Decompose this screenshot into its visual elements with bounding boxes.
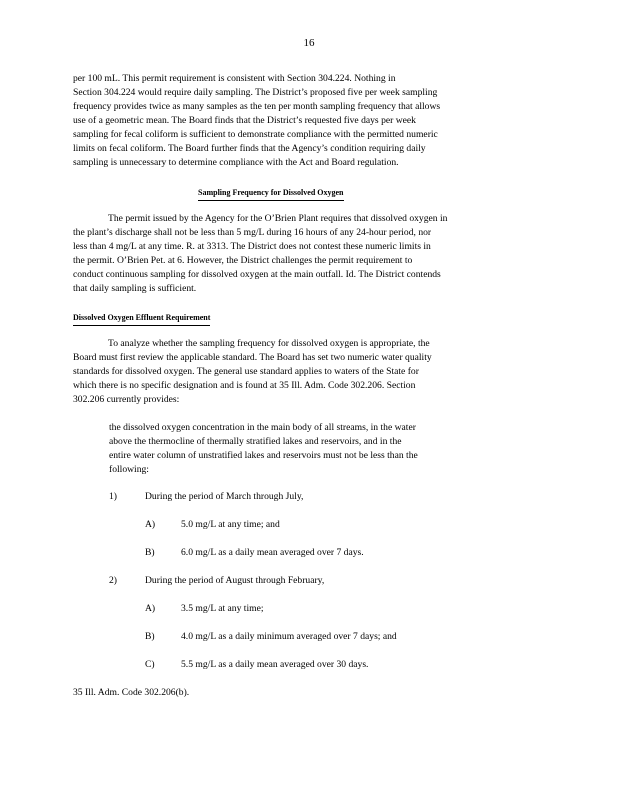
paragraph-2-line: conduct continuous sampling for dissolved oxygen at the main outfall. Id. The District contends [73, 269, 441, 280]
section-heading-text: Sampling Frequency for Dissolved Oxygen [198, 186, 344, 201]
sub-item-text: 5.0 mg/L at any time; and [181, 519, 280, 530]
paragraph-1-line: use of a geometric mean. The Board finds that the District’s requested five days per week [73, 115, 416, 126]
list-item-text: During the period of March through July, [145, 491, 304, 502]
paragraph-1-line: frequency provides twice as many samples as the ten per month sampling frequency that allows [73, 101, 441, 112]
paragraph-2-line: The permit issued by the Agency for the O’Brien Plant requires that dissolved oxygen in [108, 213, 448, 224]
quote-line: above the thermocline of thermally stratified lakes and reservoirs, and in the [109, 436, 402, 447]
paragraph-2-line: that daily sampling is sufficient. [73, 283, 197, 294]
page-number: 16 [303, 37, 315, 49]
paragraph-1-line: Section 304.224 would require daily sampling. The District’s proposed five per week sampling [73, 87, 438, 98]
sub-item-text: 4.0 mg/L as a daily minimum averaged over 7 days; and [181, 631, 397, 642]
list-item-number: 2) [109, 575, 117, 586]
paragraph-3-line: 302.206 currently provides: [73, 394, 180, 405]
paragraph-1-line: limits on fecal coliform. The Board further finds that the Agency’s condition requiring daily [73, 143, 426, 154]
paragraph-3-line: Board must first review the applicable standard. The Board has set two numeric water quality [73, 352, 432, 363]
section-heading-text: Dissolved Oxygen Effluent Requirement [73, 311, 210, 326]
paragraph-3-line: standards for dissolved oxygen. The general use standard applies to waters of the State for [73, 366, 419, 377]
sub-item-text: 5.5 mg/L as a daily mean averaged over 30 days. [181, 659, 369, 670]
paragraph-1-line: sampling for fecal coliform is sufficient to demonstrate compliance with the permitted numeric [73, 129, 438, 140]
sub-item-text: 6.0 mg/L as a daily mean averaged over 7 days. [181, 547, 364, 558]
quote-line: entire water column of unstratified lakes and reservoirs must not be less than the [109, 450, 418, 461]
paragraph-2-line: the plant’s discharge shall not be less than 5 mg/L during 16 hours of any 24-hour period, nor [73, 227, 432, 238]
sub-item-label: C) [145, 659, 155, 670]
sub-item-label: A) [145, 519, 156, 530]
paragraph-3-line: To analyze whether the sampling frequency for dissolved oxygen is appropriate, the [108, 338, 430, 349]
list-item-text: During the period of August through February, [145, 575, 325, 586]
sub-item-label: B) [145, 631, 155, 642]
section-heading [198, 186, 344, 201]
sub-item-label: B) [145, 547, 155, 558]
section-heading [73, 311, 210, 326]
paragraph-1-line: sampling is unnecessary to determine compliance with the Act and Board regulation. [73, 157, 399, 168]
paragraph-3-line: which there is no specific designation and is found at 35 Ill. Adm. Code 302.206. Section [73, 380, 416, 391]
quote-line: following: [109, 464, 149, 475]
citation: 35 Ill. Adm. Code 302.206(b). [73, 687, 190, 698]
paragraph-2-line: less than 4 mg/L at any time. R. at 3313. The District does not contest these numeric limits in [73, 241, 431, 252]
list-item-number: 1) [109, 491, 117, 502]
sub-item-label: A) [145, 603, 156, 614]
paragraph-1-line: per 100 mL. This permit requirement is consistent with Section 304.224. Nothing in [73, 73, 396, 84]
quote-line: the dissolved oxygen concentration in the main body of all streams, in the water [109, 422, 416, 433]
paragraph-2-line: the permit. O’Brien Pet. at 6. However, the District challenges the permit requirement to [73, 255, 413, 266]
sub-item-text: 3.5 mg/L at any time; [181, 603, 264, 614]
